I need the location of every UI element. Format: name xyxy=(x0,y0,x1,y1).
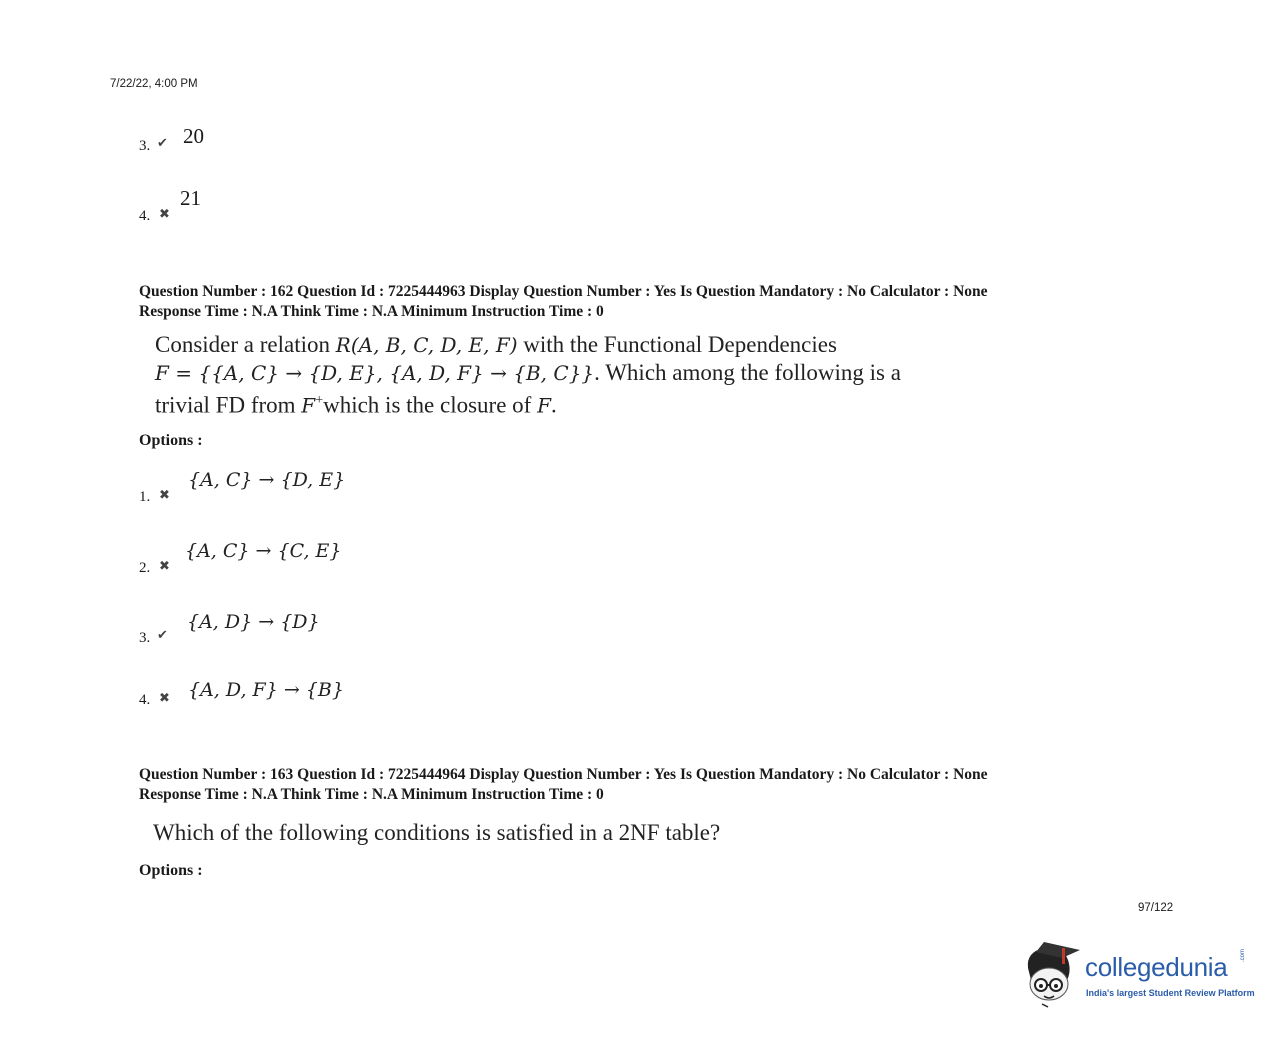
collegedunia-logo xyxy=(1022,938,1255,1008)
cross-icon: ✖ xyxy=(159,206,170,221)
option-number: 3. xyxy=(139,630,151,646)
option-value xyxy=(185,537,342,563)
mascot-icon xyxy=(1022,938,1084,1008)
print-timestamp: 7/22/22, 4:00 PM xyxy=(110,78,198,90)
math-expression: {A, C} → {D, E} xyxy=(188,469,346,491)
option-number: 4. xyxy=(139,692,151,708)
option-value xyxy=(188,466,345,492)
logo-wordmark: collegedunia xyxy=(1085,952,1228,982)
cross-icon: ✖ xyxy=(159,558,170,573)
math-expression: F xyxy=(301,393,316,418)
cross-icon: ✖ xyxy=(159,487,170,502)
question-text xyxy=(155,331,901,420)
check-icon: ✔ xyxy=(157,135,168,150)
math-expression: F = {{A, C} → {D, E}, {A, D, F} → {B, C}} xyxy=(155,361,595,385)
option-value xyxy=(187,608,320,634)
question-meta-line1: Question Number : 163 Question Id : 7225444964 Display Question Number : Yes Is Question Mandatory : No Calculator : None xyxy=(139,766,988,783)
question-meta xyxy=(139,765,988,804)
question-meta xyxy=(139,282,988,321)
option-number: 4. xyxy=(139,208,151,224)
math-expression: {A, C} → {C, E} xyxy=(185,540,342,562)
math-expression: R(A, B, C, D, E, F) xyxy=(335,333,518,357)
question-text-segment: . xyxy=(550,392,557,418)
question-text-segment: Consider a relation xyxy=(155,332,336,357)
question-text: Which of the following conditions is satisfied in a 2NF table? xyxy=(153,820,721,845)
math-expression: F xyxy=(537,393,551,418)
page-number: 97/122 xyxy=(1138,902,1174,914)
math-expression: {A, D, F} → {B} xyxy=(188,679,344,701)
math-expression: {A, D} → {D} xyxy=(187,611,320,633)
question-text-segment: trivial FD from xyxy=(155,392,302,418)
question-meta-line1: Question Number : 162 Question Id : 7225444963 Display Question Number : Yes Is Question Mandatory : No Calculator : None xyxy=(139,283,988,300)
option-number: 2. xyxy=(139,560,151,576)
option-value xyxy=(188,676,344,702)
cross-icon: ✖ xyxy=(159,690,170,705)
math-superscript: + xyxy=(315,393,324,408)
question-meta-line2: Response Time : N.A Think Time : N.A Minimum Instruction Time : 0 xyxy=(139,785,604,803)
option-value: 20 xyxy=(183,124,204,148)
question-text-segment: with the Functional Dependencies xyxy=(517,332,837,357)
option-number: 1. xyxy=(139,489,151,505)
option-number: 3. xyxy=(139,138,151,154)
question-text-segment: which is the closure of xyxy=(323,392,538,418)
question-meta-line2: Response Time : N.A Think Time : N.A Minimum Instruction Time : 0 xyxy=(139,302,604,320)
check-icon: ✔ xyxy=(157,627,168,642)
logo-tagline: India's largest Student Review Platform xyxy=(1086,988,1255,998)
options-label: Options : xyxy=(139,432,203,449)
question-text-segment: . Which among the following is a xyxy=(594,360,901,385)
logo-com: .com xyxy=(1240,948,1246,962)
option-value: 21 xyxy=(180,186,201,210)
options-label: Options : xyxy=(139,862,203,879)
